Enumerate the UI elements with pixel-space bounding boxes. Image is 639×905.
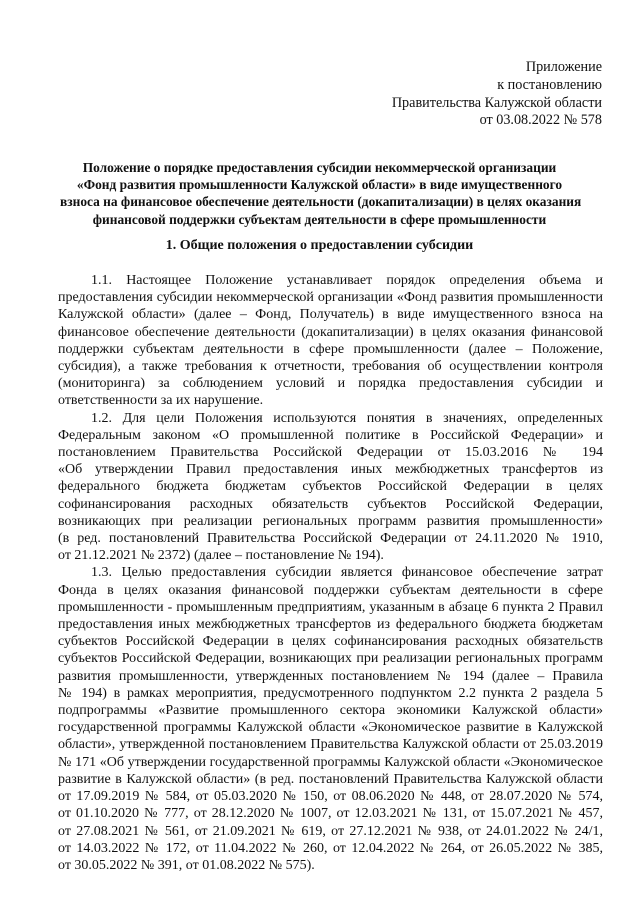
paragraph-line: от 21.12.2021 № 2372) (далее – постановление № 194). — [58, 548, 384, 564]
paragraph-line: № 194) в рамках мероприятия, предусмотренного подпунктом 2.2 пункта 2 раздела 5 — [58, 685, 603, 701]
paragraph-line: предоставления иных межбюджетных трансфертов из федерального бюджета бюджетам — [58, 617, 603, 633]
paragraph-line: от 14.03.2022 № 172, от 11.04.2022 № 260, от 12.04.2022 № 264, от 26.05.2022 № 385, — [58, 840, 603, 856]
paragraph-line: от 01.10.2020 № 777, от 28.12.2020 № 1007, от 12.03.2021 № 131, от 15.07.2021 № 457, — [58, 806, 603, 822]
title-line: взноса на финансовое обеспечение деятельности (докапитализации) в целях оказания — [60, 194, 582, 210]
paragraph-line: субъектов Российской Федерации, возникающих при реализации региональных программ — [58, 651, 603, 667]
paragraph-line: предоставления субсидии некоммерческой организации «Фонд развития промышленности — [58, 290, 603, 306]
paragraph-line: Фонда в целях оказания финансовой поддержки субъектам деятельности в сфере — [58, 582, 603, 598]
paragraph-line: финансовое обеспечение деятельности (докапитализации) в целях оказания финансовой — [58, 324, 603, 340]
paragraph-line: «Об утверждении Правил предоставления иных межбюджетных трансфертов из — [58, 462, 603, 478]
paragraph-line: (в ред. постановлений Правительства Российской Федерации от 24.11.2020 № 1910, — [58, 531, 603, 547]
paragraph-line: (мониторинга) за соблюдением условий и порядка предоставления субсидии и — [58, 376, 603, 392]
paragraph-line: Калужской области» (далее – Фонд, Получатель) в виде имущественного взноса на — [58, 307, 603, 323]
paragraph-line: ответственности за их нарушение. — [58, 393, 264, 409]
title-line: финансовой поддержки субъектам деятельности в сфере промышленности — [92, 211, 547, 227]
paragraph-line: 1.3. Целью предоставления субсидии является финансовое обеспечение затрат — [91, 565, 603, 581]
document-body — [58, 272, 603, 874]
paragraph-line: поддержки субъектам деятельности в сфере промышленности (далее – Положение, — [58, 341, 603, 357]
document-title — [60, 159, 582, 228]
appendix-line: Приложение — [525, 59, 602, 75]
paragraph-line: софинансирования расходных обязательств субъектов Российской Федерации, — [58, 496, 603, 512]
paragraph-line: 1.1. Настоящее Положение устанавливает порядок определения объема и — [91, 273, 603, 288]
paragraph-line: промышленности - промышленным предприятиям, указанным в абзаце 6 пункта 2 Правил — [58, 599, 603, 615]
paragraph-line: субсидия), а также требования к отчетности, требования об осуществлении контроля — [58, 359, 603, 375]
paragraph-line: от 30.05.2022 № 391, от 01.08.2022 № 575). — [58, 857, 315, 873]
section-heading: 1. Общие положения о предоставлении субсидии — [165, 238, 474, 253]
paragraph-line: области», утвержденной постановлением Правительства Калужской области от 25.03.2019 — [58, 737, 603, 753]
paragraph-line: 1.2. Для цели Положения используются понятия в значениях, определенных — [91, 410, 603, 426]
paragraph-line: федерального бюджета бюджетам субъектов Российской Федерации в целях — [58, 479, 603, 495]
appendix-header — [392, 59, 602, 130]
paragraph-line: № 171 «Об утверждении государственной программы Калужской области «Экономическое — [58, 754, 603, 770]
appendix-line: Правительства Калужской области — [391, 94, 602, 111]
title-line: Положение о порядке предоставления субсидии некоммерческой организации — [82, 160, 557, 175]
paragraph-1-1 — [58, 272, 603, 410]
paragraph-line: от 27.08.2021 № 561, от 21.09.2021 № 619, от 27.12.2021 № 938, от 24.01.2022 № 24/1, — [58, 823, 603, 839]
paragraph-line: субъектов Российской Федерации в целях софинансирования расходных обязательств — [58, 634, 603, 650]
paragraph-line: государственной программы Калужской области «Экономическое развитие в Калужской — [58, 720, 603, 736]
paragraph-line: постановлением Правительства Российской Федерации от 15.03.2016 № 194 — [58, 445, 603, 461]
paragraph-line: возникающих при реализации региональных программ развития промышленности» — [58, 513, 603, 529]
paragraph-line: Федеральным законом «О промышленной политике в Российской Федерации» и — [58, 427, 603, 443]
paragraph-1-3 — [58, 564, 603, 874]
paragraph-line: подпрограммы «Развитие промышленного сектора экономики Калужской области» — [58, 703, 603, 719]
paragraph-1-2 — [58, 410, 603, 565]
appendix-line: от 03.08.2022 № 578 — [479, 112, 602, 129]
title-line: «Фонд развития промышленности Калужской области» в виде имущественного — [76, 177, 563, 193]
paragraph-line: развитие в Калужской области» (в ред. постановлений Правительства Калужской области — [58, 771, 603, 787]
paragraph-line: развития промышленности, утвержденных постановлением № 194 (далее – Правила — [58, 668, 603, 684]
appendix-line: к постановлению — [497, 76, 602, 93]
paragraph-line: от 17.09.2019 № 584, от 05.03.2020 № 150, от 08.06.2020 № 448, от 28.07.2020 № 574, — [58, 789, 603, 805]
